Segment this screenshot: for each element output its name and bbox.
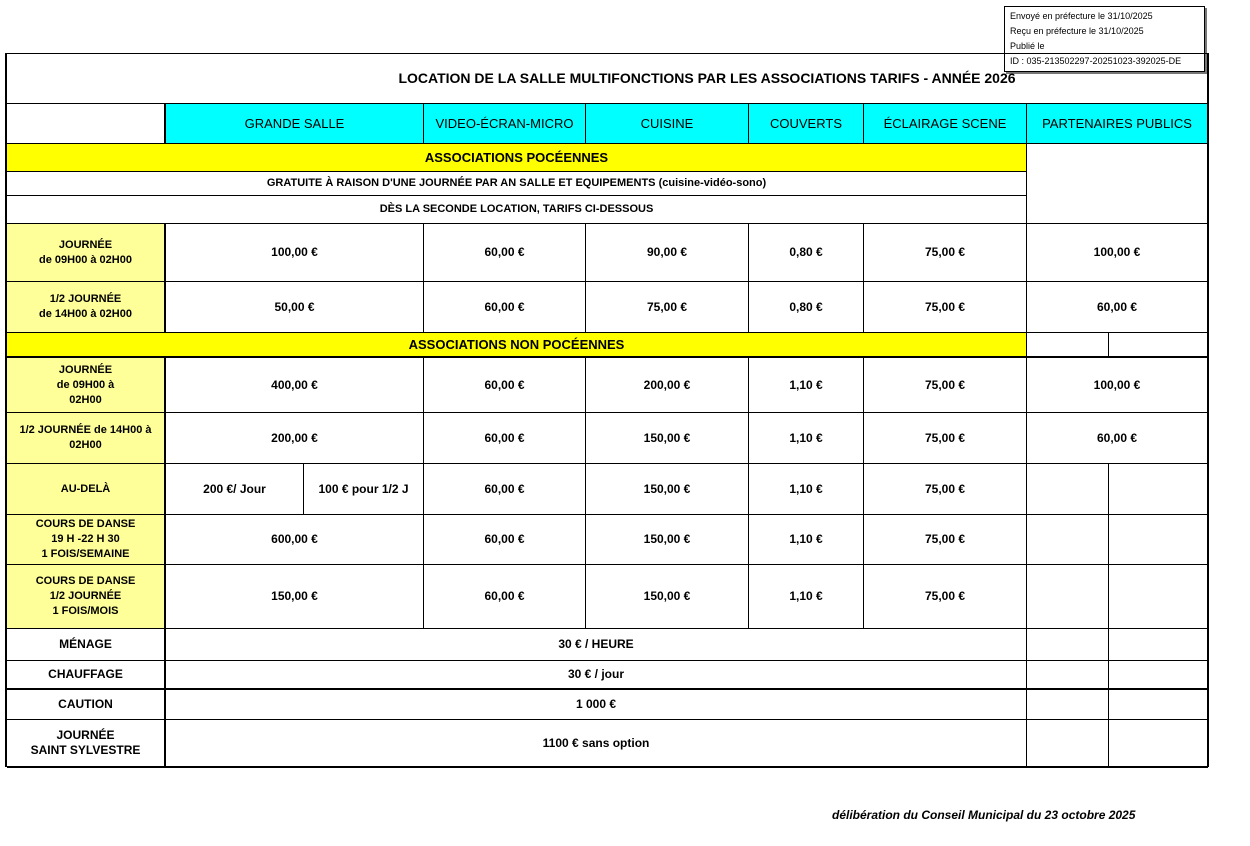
poc-journee-eclairage: 75,00 € — [864, 224, 1027, 282]
poc-journee-cuisine: 90,00 € — [586, 224, 749, 282]
caution-blank-a — [1027, 690, 1109, 720]
tariff-table — [5, 53, 1209, 767]
header-cuisine: CUISINE — [586, 104, 749, 144]
label-line: 02H00 — [69, 439, 102, 451]
menage-blank-b — [1109, 629, 1208, 661]
label-line: de 09H00 à — [56, 378, 115, 391]
header-grande-salle: GRANDE SALLE — [166, 104, 424, 144]
label-line: JOURNÉE — [56, 728, 115, 742]
danse-semaine-grande-salle: 600,00 € — [166, 515, 424, 565]
menage-blank-a — [1027, 629, 1109, 661]
npoc-journee-partenaires: 100,00 € — [1027, 358, 1208, 413]
row-label-npoc-demi — [7, 413, 166, 464]
stamp-id: ID : 035-213502297-20251023-392025-DE — [1010, 56, 1182, 66]
au-dela-blank-a — [1027, 464, 1109, 515]
poc-demi-partenaires: 60,00 € — [1027, 282, 1208, 333]
danse-semaine-eclairage: 75,00 € — [864, 515, 1027, 565]
header-couverts: COUVERTS — [749, 104, 864, 144]
header-video: VIDEO-ÉCRAN-MICRO — [424, 104, 586, 144]
header-eclairage: ÉCLAIRAGE SCENE — [864, 104, 1027, 144]
row-label-poc-demi — [7, 282, 166, 333]
caution-blank-b — [1109, 690, 1208, 720]
poc-demi-video: 60,00 € — [424, 282, 586, 333]
poc-journee-grande-salle: 100,00 € — [166, 224, 424, 282]
row-label-danse-mois — [7, 565, 166, 629]
danse-mois-blank-b — [1109, 565, 1208, 629]
stamp-received: Reçu en préfecture le 31/10/2025 — [1010, 26, 1144, 36]
row-label-npoc-journee — [7, 358, 166, 413]
poc-demi-eclairage: 75,00 € — [864, 282, 1027, 333]
label-line: 1 FOIS/MOIS — [52, 605, 119, 617]
npoc-demi-partenaires: 60,00 € — [1027, 413, 1208, 464]
au-dela-eclairage: 75,00 € — [864, 464, 1027, 515]
label-line: JOURNÉE — [58, 363, 113, 376]
npoc-journee-cuisine: 200,00 € — [586, 358, 749, 413]
chauffage-value: 30 € / jour — [166, 661, 1027, 690]
danse-mois-couverts: 1,10 € — [749, 565, 864, 629]
stamp-published: Publié le — [1010, 41, 1045, 51]
partenaires-blank-2a — [1027, 333, 1109, 358]
menage-value: 30 € / HEURE — [166, 629, 1027, 661]
row-label-poc-journee — [7, 224, 166, 282]
partenaires-blank-1 — [1027, 144, 1208, 224]
poc-demi-cuisine: 75,00 € — [586, 282, 749, 333]
au-dela-video: 60,00 € — [424, 464, 586, 515]
label-line: JOURNÉE — [58, 238, 113, 251]
npoc-journee-video: 60,00 € — [424, 358, 586, 413]
label-line: 19 H -22 H 30 — [51, 533, 120, 545]
npoc-demi-video: 60,00 € — [424, 413, 586, 464]
sylvestre-blank-b — [1109, 720, 1208, 768]
label-line: COURS DE DANSE — [35, 575, 136, 587]
danse-semaine-couverts: 1,10 € — [749, 515, 864, 565]
au-dela-blank-b — [1109, 464, 1208, 515]
partenaires-blank-2b — [1109, 333, 1208, 358]
label-line: 1 FOIS/SEMAINE — [41, 548, 130, 560]
danse-mois-grande-salle: 150,00 € — [166, 565, 424, 629]
npoc-demi-couverts: 1,10 € — [749, 413, 864, 464]
poceennes-note-second: DÈS LA SECONDE LOCATION, TARIFS CI-DESSOUS — [7, 196, 1027, 224]
npoc-journee-eclairage: 75,00 € — [864, 358, 1027, 413]
danse-mois-video: 60,00 € — [424, 565, 586, 629]
danse-semaine-blank-b — [1109, 515, 1208, 565]
header-partenaires: PARTENAIRES PUBLICS — [1027, 104, 1208, 144]
chauffage-blank-b — [1109, 661, 1208, 690]
row-label-menage: MÉNAGE — [7, 629, 166, 661]
label-line: 02H00 — [69, 393, 102, 406]
section-non-poceennes: ASSOCIATIONS NON POCÉENNES — [7, 333, 1027, 358]
stamp-sent: Envoyé en préfecture le 31/10/2025 — [1010, 11, 1153, 21]
au-dela-cuisine: 150,00 € — [586, 464, 749, 515]
danse-semaine-cuisine: 150,00 € — [586, 515, 749, 565]
row-label-danse-semaine — [7, 515, 166, 565]
section-poceennes: ASSOCIATIONS POCÉENNES — [7, 144, 1027, 172]
poc-journee-video: 60,00 € — [424, 224, 586, 282]
table-title: LOCATION DE LA SALLE MULTIFONCTIONS PAR LES ASSOCIATIONS TARIFS - ANNÉE 2026 — [7, 54, 1208, 104]
danse-mois-blank-a — [1027, 565, 1109, 629]
label-line: COURS DE DANSE — [35, 518, 136, 530]
poceennes-note-free: GRATUITE À RAISON D'UNE JOURNÉE PAR AN SALLE ET EQUIPEMENTS (cuisine-vidéo-sono) — [7, 172, 1027, 196]
label-line: de 14H00 à 02H00 — [39, 308, 132, 320]
danse-semaine-video: 60,00 € — [424, 515, 586, 565]
poc-journee-couverts: 0,80 € — [749, 224, 864, 282]
au-dela-couverts: 1,10 € — [749, 464, 864, 515]
deliberation-footer: délibération du Conseil Municipal du 23 octobre 2025 — [832, 808, 1136, 822]
row-label-caution: CAUTION — [7, 690, 166, 720]
poc-demi-couverts: 0,80 € — [749, 282, 864, 333]
label-line: 1/2 JOURNÉE — [49, 293, 122, 305]
caution-value: 1 000 € — [166, 690, 1027, 720]
label-line: 1/2 JOURNÉE de 14H00 à — [19, 424, 152, 436]
label-line: 1/2 JOURNÉE — [49, 590, 122, 602]
label-line: de 09H00 à 02H00 — [39, 253, 132, 266]
npoc-demi-cuisine: 150,00 € — [586, 413, 749, 464]
npoc-journee-grande-salle: 400,00 € — [166, 358, 424, 413]
chauffage-blank-a — [1027, 661, 1109, 690]
npoc-demi-grande-salle: 200,00 € — [166, 413, 424, 464]
danse-mois-cuisine: 150,00 € — [586, 565, 749, 629]
au-dela-demi: 100 € pour 1/2 J — [304, 464, 424, 515]
au-dela-jour: 200 €/ Jour — [166, 464, 304, 515]
header-empty — [7, 104, 166, 144]
npoc-journee-couverts: 1,10 € — [749, 358, 864, 413]
npoc-demi-eclairage: 75,00 € — [864, 413, 1027, 464]
poc-journee-partenaires: 100,00 € — [1027, 224, 1208, 282]
row-label-chauffage: CHAUFFAGE — [7, 661, 166, 690]
label-line: SAINT SYLVESTRE — [30, 743, 141, 757]
sylvestre-blank-a — [1027, 720, 1109, 768]
saint-sylvestre-value: 1100 € sans option — [166, 720, 1027, 768]
danse-mois-eclairage: 75,00 € — [864, 565, 1027, 629]
row-label-au-dela: AU-DELÀ — [7, 464, 166, 515]
row-label-saint-sylvestre — [7, 720, 166, 768]
danse-semaine-blank-a — [1027, 515, 1109, 565]
poc-demi-grande-salle: 50,00 € — [166, 282, 424, 333]
